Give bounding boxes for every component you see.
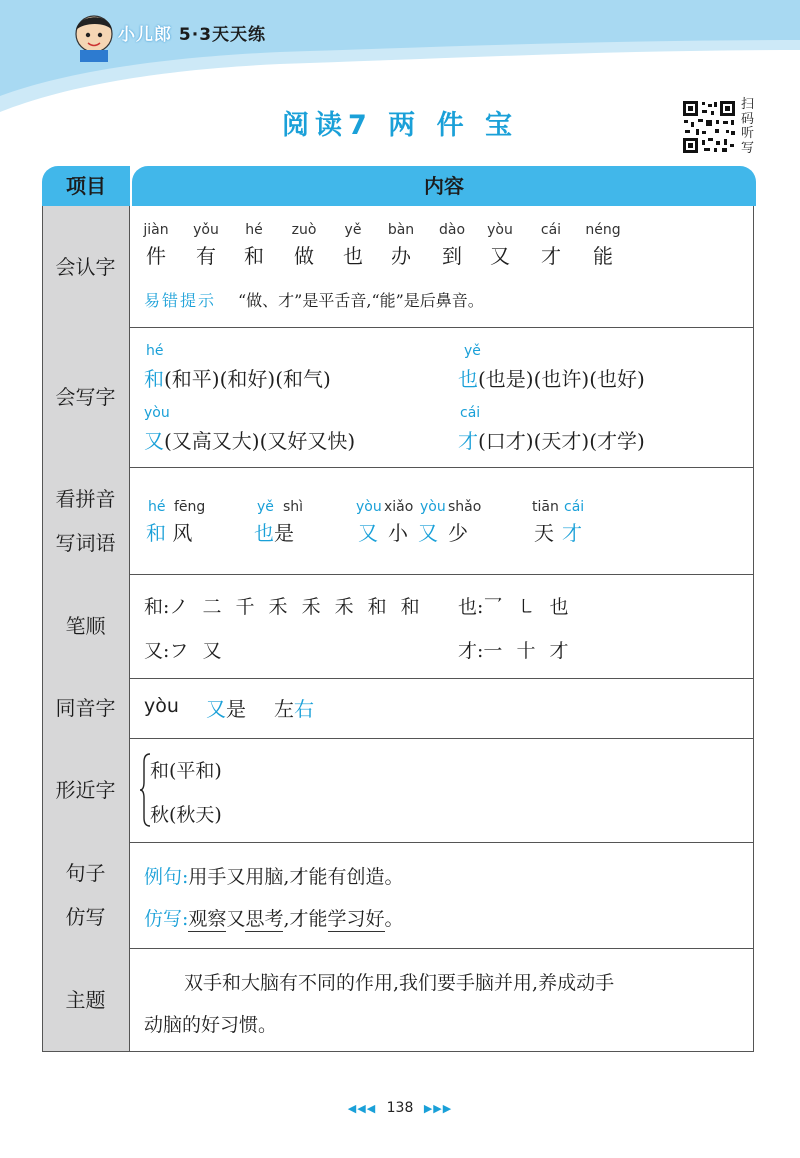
character: 办: [391, 244, 411, 268]
pinyin: jiàn: [143, 222, 169, 238]
word: [534, 517, 590, 546]
words: (又高又大)(又好又快): [164, 429, 356, 453]
row-content: [130, 467, 754, 574]
pinyin: yě: [344, 222, 362, 238]
strokes: 乛 ㇄ 也: [483, 596, 573, 618]
similar-char-2: 秋(秋天): [150, 804, 222, 826]
character: 才:: [458, 640, 484, 662]
answer-blank: 思考: [245, 908, 284, 930]
similar-char-1: 和(平和): [150, 760, 222, 782]
character: 才: [458, 429, 478, 453]
stroke-order-he: [144, 592, 424, 619]
tip-label: 易错提示: [144, 291, 217, 310]
mascot-icon: [70, 10, 118, 62]
row-label: [42, 467, 130, 574]
pinyin: tiān: [532, 499, 559, 515]
qr-code-icon[interactable]: [682, 100, 736, 154]
pinyin-blue: yòu: [420, 499, 446, 515]
brand-logo: [118, 20, 266, 45]
pinyin: yòu: [144, 405, 170, 421]
stroke-order-ye: [458, 592, 573, 619]
column-header-content: 内容: [132, 166, 756, 206]
prev-arrows-icon: ◀◀◀: [347, 1102, 377, 1115]
table-row-theme: [42, 948, 754, 1052]
answer-char: 右: [294, 697, 314, 721]
table-row-sentence: [42, 842, 754, 949]
character: 也:: [458, 596, 484, 618]
next-arrows-icon: ▶▶▶: [423, 1102, 453, 1115]
pinyin: bàn: [387, 222, 415, 238]
answer-char: 和: [146, 521, 166, 545]
table-row-pinyin-words: [42, 467, 754, 575]
pinyin: shǎo: [448, 499, 482, 515]
pinyin: yǒu: [193, 222, 219, 238]
character: 和: [144, 367, 164, 391]
row-content: [130, 738, 754, 842]
brand-series: 5·3天天练: [178, 25, 267, 45]
character: 又: [144, 429, 164, 453]
write-item-he: [144, 363, 331, 392]
row-label: 形近字: [42, 738, 130, 842]
example-text: 用手又用脑,才能有创造。: [188, 866, 404, 888]
words: (和平)(和好)(和气): [164, 367, 331, 391]
given-text: 。: [384, 908, 404, 930]
homophone-pinyin: yòu: [144, 695, 179, 717]
row-label: 主题: [42, 948, 130, 1052]
imitation-sentence: [144, 904, 404, 931]
pinyin: néng: [585, 222, 621, 238]
character: 和: [244, 244, 264, 268]
row-content: [130, 678, 754, 738]
character: 能: [593, 244, 613, 268]
words: (也是)(也许)(也好): [478, 367, 645, 391]
row-label: 会写字: [42, 327, 130, 467]
imitate-label: 仿写:: [144, 908, 189, 930]
label-line: 句子: [65, 861, 106, 885]
row-content: [130, 206, 754, 327]
row-content: [130, 327, 754, 467]
table-row-write: [42, 327, 754, 468]
label-line: 写词语: [55, 530, 116, 555]
column-header-item: 项目: [42, 166, 130, 206]
given-char: 是: [274, 521, 294, 545]
strokes: ノ 二 千 禾 禾 禾 和 和: [169, 596, 424, 618]
character: 也: [458, 367, 478, 391]
stroke-order-cai: [458, 636, 573, 663]
pinyin-blue: cái: [564, 499, 585, 515]
answer-char: 又: [358, 521, 388, 545]
pinyin-blue: yě: [257, 499, 274, 515]
given-char: 是: [226, 697, 246, 721]
pinyin: fēng: [174, 499, 206, 515]
word: [254, 517, 294, 546]
given-text: ,才能: [283, 908, 328, 930]
pinyin: shì: [283, 499, 304, 515]
pinyin: dào: [438, 222, 466, 238]
pinyin: yě: [464, 343, 481, 359]
homophone-word-2: [274, 693, 314, 722]
page-footer: [0, 1100, 800, 1116]
character: 做: [294, 244, 314, 268]
row-content: [130, 948, 754, 1052]
row-label: [42, 842, 130, 948]
write-item-you: [144, 425, 355, 454]
character: 件: [146, 244, 166, 268]
character: 到: [442, 244, 462, 268]
row-content: [130, 574, 754, 678]
homophone-word-1: [206, 693, 246, 722]
character: 也: [343, 244, 363, 268]
table-row-stroke-order: [42, 574, 754, 679]
write-item-ye: [458, 363, 645, 392]
pinyin-blue: yòu: [356, 499, 382, 515]
pinyin-blue: hé: [148, 499, 166, 515]
answer-char: 也: [254, 521, 274, 545]
pinyin: xiǎo: [384, 499, 414, 515]
pinyin: hé: [146, 343, 164, 359]
row-label: 同音字: [42, 678, 130, 738]
given-text: 又: [226, 908, 246, 930]
row-label: 笔顺: [42, 574, 130, 678]
tip-text: “做、才”是平舌音,“能”是后鼻音。: [238, 291, 484, 310]
top-banner: [0, 0, 800, 120]
table-row-similar-chars: [42, 738, 754, 843]
given-char: 左: [274, 697, 294, 721]
theme-line-2: 动脑的好习惯。: [144, 1014, 278, 1036]
strokes: フ 又: [169, 640, 226, 662]
stroke-order-you: [144, 636, 225, 663]
theme-line-1: 双手和大脑有不同的作用,我们要手脑并用,养成动手: [184, 972, 615, 994]
character: 又: [490, 244, 510, 268]
given-char: 天: [534, 521, 562, 545]
answer-blank: 学习好: [327, 908, 385, 930]
character: 和:: [144, 596, 170, 618]
page-title: 阅读7 两 件 宝: [282, 110, 518, 141]
given-char: 风: [172, 521, 193, 545]
example-label: 例句:: [144, 866, 189, 888]
pinyin: zuò: [291, 222, 317, 238]
word: [358, 517, 478, 546]
pinyin: cái: [540, 222, 562, 238]
brand-name: 小儿郎: [118, 25, 172, 45]
table-row-homophones: [42, 678, 754, 739]
label-line: 看拼音: [55, 486, 116, 511]
pinyin: yòu: [487, 222, 513, 238]
words: (口才)(天才)(才学): [478, 429, 645, 453]
answer-char: 才: [562, 521, 590, 545]
answer-char: 又: [206, 697, 226, 721]
character: 才: [541, 244, 561, 268]
given-char: 少: [448, 521, 478, 545]
answer-blank: 观察: [188, 908, 227, 930]
character: 又:: [144, 640, 170, 662]
qr-caption: 扫码听写: [741, 97, 755, 156]
given-char: 小: [388, 521, 418, 545]
strokes: 一 十 才: [483, 640, 573, 662]
answer-char: 又: [418, 521, 448, 545]
example-sentence: [144, 862, 403, 889]
page-number: 138: [386, 1100, 414, 1116]
table-row-recognize: [42, 206, 754, 328]
row-content: [130, 842, 754, 948]
label-line: 仿写: [65, 905, 106, 929]
row-label: 会认字: [42, 206, 130, 327]
character: 有: [196, 244, 216, 268]
pinyin: hé: [245, 222, 263, 238]
pinyin: cái: [460, 405, 481, 421]
write-item-cai: [458, 425, 645, 454]
word: [146, 517, 192, 546]
